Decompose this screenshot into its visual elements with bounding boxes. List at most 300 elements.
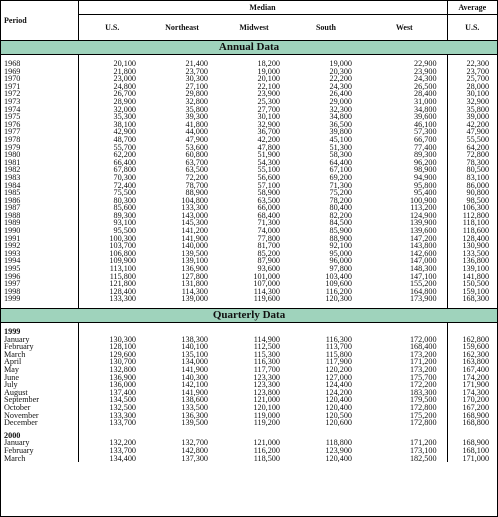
row-value: 67,800 <box>113 165 136 175</box>
row-value: 128,400 <box>109 286 136 296</box>
row-value: 51,900 <box>257 150 280 160</box>
row-value: 124,400 <box>325 380 352 390</box>
row-value: 35,800 <box>466 104 490 114</box>
row-value: 30,300 <box>185 74 208 84</box>
row-value: 55,700 <box>113 142 136 152</box>
row-period: 1978 <box>1 136 78 144</box>
row-value: 109,900 <box>109 256 136 266</box>
row-value: 62,200 <box>113 150 136 160</box>
row-value: 101,000 <box>253 271 280 281</box>
row-value: 115,300 <box>253 349 280 359</box>
row-period: 1985 <box>1 189 78 197</box>
row-value: 170,200 <box>462 395 490 405</box>
row-value: 159,100 <box>462 286 490 296</box>
row-value: 20,100 <box>257 74 280 84</box>
section-title-quarterly: Quarterly Data <box>1 309 497 323</box>
row-value: 114,900 <box>253 334 280 344</box>
row-value: 21,800 <box>113 66 136 76</box>
row-period: 1971 <box>1 83 78 91</box>
row-value: 82,200 <box>329 210 352 220</box>
row-period: November <box>1 412 78 420</box>
row-period: 1969 <box>1 68 78 76</box>
row-value: 121,000 <box>253 395 280 405</box>
row-value: 172,000 <box>362 336 447 344</box>
row-value: 141,900 <box>181 364 208 374</box>
row-value: 36,700 <box>257 127 280 137</box>
row-value: 28,400 <box>362 90 447 98</box>
row-value: 104,800 <box>181 195 208 205</box>
row-value: 138,600 <box>181 395 208 405</box>
row-value: 51,300 <box>329 142 352 152</box>
table-row <box>1 295 497 303</box>
row-value: 66,400 <box>113 157 136 167</box>
row-value: 119,200 <box>253 418 280 428</box>
row-value: 96,200 <box>362 159 447 167</box>
col-header-south: South <box>315 22 336 32</box>
row-value: 183,300 <box>362 389 447 397</box>
home-price-table <box>1 1 497 462</box>
row-value: 141,200 <box>181 226 208 236</box>
row-value: 142,800 <box>181 445 208 455</box>
row-value: 131,800 <box>181 279 208 289</box>
row-value: 168,400 <box>362 343 447 351</box>
row-value: 32,300 <box>329 104 352 114</box>
row-value: 69,200 <box>329 172 352 182</box>
row-period: September <box>1 396 78 404</box>
row-value: 60,800 <box>185 150 208 160</box>
row-period: 1993 <box>1 250 78 258</box>
table-body <box>1 41 497 463</box>
row-value: 162,300 <box>462 349 490 359</box>
row-value: 89,300 <box>362 151 447 159</box>
row-value: 116,200 <box>253 445 280 455</box>
row-value: 78,200 <box>329 195 352 205</box>
row-value: 78,300 <box>466 157 490 167</box>
col-header-average-us: U.S. <box>465 22 480 32</box>
row-value: 173,200 <box>362 366 447 374</box>
row-value: 81,700 <box>257 241 280 251</box>
row-period: February <box>1 447 78 455</box>
row-value: 88,900 <box>329 233 352 243</box>
row-value: 46,100 <box>362 121 447 129</box>
row-value: 25,700 <box>466 74 490 84</box>
row-value: 57,300 <box>362 128 447 136</box>
row-value: 24,300 <box>362 75 447 83</box>
row-period: 1991 <box>1 235 78 243</box>
row-value: 74,000 <box>257 226 280 236</box>
row-value: 113,200 <box>362 204 447 212</box>
row-value: 107,000 <box>253 279 280 289</box>
row-value: 147,200 <box>362 235 447 243</box>
row-value: 34,800 <box>329 112 352 122</box>
row-value: 18,200 <box>257 59 280 68</box>
row-value: 100,900 <box>362 197 447 205</box>
col-header-us: U.S. <box>105 22 120 32</box>
row-value: 22,200 <box>329 74 352 84</box>
row-value: 42,900 <box>113 127 136 137</box>
row-value: 141,900 <box>181 387 208 397</box>
row-value: 41,800 <box>185 119 208 129</box>
row-value: 68,400 <box>257 210 280 220</box>
row-period: January <box>1 439 78 447</box>
row-value: 171,000 <box>462 453 490 463</box>
row-value: 143,000 <box>181 210 208 220</box>
row-value: 23,000 <box>113 74 136 84</box>
row-value: 64,200 <box>466 142 490 152</box>
row-value: 92,100 <box>329 241 352 251</box>
row-value: 66,000 <box>257 203 280 213</box>
row-value: 95,500 <box>113 226 136 236</box>
row-value: 139,600 <box>362 227 447 235</box>
row-value: 117,900 <box>325 357 352 367</box>
row-value: 114,300 <box>181 286 208 296</box>
row-period: 1973 <box>1 98 78 106</box>
row-value: 103,400 <box>325 271 352 281</box>
row-value: 34,800 <box>362 106 447 114</box>
row-value: 139,100 <box>181 256 208 266</box>
row-value: 140,100 <box>181 342 208 352</box>
row-value: 98,900 <box>362 166 447 174</box>
row-value: 141,900 <box>181 233 208 243</box>
row-value: 47,900 <box>466 127 490 137</box>
row-value: 159,600 <box>462 342 490 352</box>
row-value: 71,300 <box>257 218 280 228</box>
row-value: 120,300 <box>325 294 352 304</box>
row-value: 118,100 <box>462 218 490 228</box>
row-value: 175,200 <box>362 412 447 420</box>
row-period: October <box>1 404 78 412</box>
row-value: 86,000 <box>466 180 490 190</box>
row-value: 66,700 <box>362 136 447 144</box>
row-value: 120,500 <box>325 410 352 420</box>
row-value: 117,700 <box>253 364 280 374</box>
row-period: 1976 <box>1 121 78 129</box>
row-value: 147,100 <box>362 273 447 281</box>
row-value: 103,700 <box>109 241 136 251</box>
row-value: 136,300 <box>181 410 208 420</box>
row-value: 168,300 <box>462 294 490 304</box>
row-value: 88,900 <box>185 188 208 198</box>
row-value: 44,000 <box>185 127 208 137</box>
row-value: 39,600 <box>362 113 447 121</box>
row-value: 145,300 <box>181 218 208 228</box>
row-value: 128,400 <box>462 233 490 243</box>
row-value: 172,800 <box>362 404 447 412</box>
row-value: 55,500 <box>466 134 490 144</box>
row-value: 139,500 <box>181 248 208 258</box>
row-value: 36,500 <box>329 119 352 129</box>
row-value: 132,800 <box>109 364 136 374</box>
row-value: 39,300 <box>185 112 208 122</box>
row-period: 1998 <box>1 288 78 296</box>
row-value: 140,000 <box>181 241 208 251</box>
table-row <box>1 455 497 463</box>
row-value: 29,800 <box>185 89 208 99</box>
row-value: 173,100 <box>362 447 447 455</box>
row-value: 137,400 <box>109 387 136 397</box>
row-value: 70,300 <box>113 172 136 182</box>
row-value: 148,300 <box>362 265 447 273</box>
row-value: 20,300 <box>329 66 352 76</box>
row-period: 1968 <box>1 60 78 68</box>
row-value: 58,300 <box>329 150 352 160</box>
row-value: 20,100 <box>113 59 136 68</box>
row-period: 1992 <box>1 242 78 250</box>
row-period: 1984 <box>1 182 78 190</box>
row-period: March <box>1 351 78 359</box>
row-value: 130,700 <box>109 357 136 367</box>
row-period: 1987 <box>1 204 78 212</box>
row-value: 71,300 <box>329 180 352 190</box>
row-value: 55,100 <box>257 165 280 175</box>
row-value: 22,100 <box>257 81 280 91</box>
year-label: 1999 <box>1 328 78 336</box>
row-value: 130,900 <box>462 241 490 251</box>
row-value: 48,700 <box>113 134 136 144</box>
row-value: 130,300 <box>109 334 136 344</box>
row-value: 23,900 <box>257 89 280 99</box>
row-value: 95,000 <box>329 248 352 258</box>
row-value: 114,300 <box>253 286 280 296</box>
col-header-west: West <box>362 15 447 41</box>
row-value: 89,300 <box>113 210 136 220</box>
row-value: 64,400 <box>329 157 352 167</box>
row-value: 139,900 <box>362 219 447 227</box>
row-value: 42,200 <box>257 134 280 144</box>
row-value: 97,800 <box>329 264 352 274</box>
row-value: 19,000 <box>257 66 280 76</box>
row-value: 173,900 <box>362 295 447 303</box>
period-header: Period <box>1 1 78 41</box>
row-value: 58,900 <box>257 188 280 198</box>
row-value: 134,000 <box>181 357 208 367</box>
row-value: 75,200 <box>329 188 352 198</box>
row-value: 100,300 <box>109 233 136 243</box>
row-value: 136,900 <box>181 264 208 274</box>
row-value: 133,700 <box>109 445 136 455</box>
row-value: 123,900 <box>325 445 352 455</box>
row-period: June <box>1 374 78 382</box>
row-value: 63,500 <box>257 195 280 205</box>
row-value: 87,900 <box>257 256 280 266</box>
row-value: 85,600 <box>113 203 136 213</box>
row-value: 28,900 <box>113 96 136 106</box>
row-value: 175,700 <box>362 374 447 382</box>
row-period: 1996 <box>1 273 78 281</box>
row-value: 115,800 <box>325 349 352 359</box>
row-period: 1986 <box>1 197 78 205</box>
row-value: 173,200 <box>362 351 447 359</box>
row-value: 127,000 <box>325 372 352 382</box>
row-value: 123,300 <box>253 380 280 390</box>
row-value: 174,300 <box>462 387 490 397</box>
year-label: 2000 <box>1 432 78 440</box>
row-period: 1980 <box>1 151 78 159</box>
row-value: 77,400 <box>362 144 447 152</box>
row-value: 168,900 <box>462 410 490 420</box>
row-value: 137,300 <box>181 453 208 463</box>
row-period: 1999 <box>1 295 78 303</box>
row-value: 116,300 <box>253 357 280 367</box>
row-value: 168,800 <box>462 418 490 428</box>
row-value: 53,600 <box>185 142 208 152</box>
row-period: 1994 <box>1 257 78 265</box>
row-value: 32,800 <box>185 96 208 106</box>
row-value: 31,000 <box>362 98 447 106</box>
row-value: 93,600 <box>257 264 280 274</box>
row-value: 120,200 <box>325 364 352 374</box>
row-value: 150,500 <box>462 279 490 289</box>
row-value: 23,700 <box>466 66 490 76</box>
row-value: 113,100 <box>109 264 136 274</box>
row-value: 133,500 <box>462 248 490 258</box>
row-value: 168,100 <box>462 445 490 455</box>
row-value: 136,800 <box>462 256 490 266</box>
row-period: 1981 <box>1 159 78 167</box>
row-value: 47,900 <box>185 134 208 144</box>
row-period: 1990 <box>1 227 78 235</box>
row-value: 21,400 <box>185 59 208 68</box>
row-value: 24,300 <box>329 81 352 91</box>
row-value: 118,500 <box>253 453 280 463</box>
row-value: 98,500 <box>466 195 490 205</box>
col-header-midwest: Midwest <box>239 22 269 32</box>
row-value: 28,000 <box>466 81 490 91</box>
row-value: 94,900 <box>362 174 447 182</box>
row-value: 133,300 <box>109 410 136 420</box>
row-value: 95,400 <box>362 189 447 197</box>
row-value: 123,800 <box>253 387 280 397</box>
row-value: 141,800 <box>462 271 490 281</box>
row-period: 1988 <box>1 212 78 220</box>
row-value: 35,300 <box>113 112 136 122</box>
row-value: 116,300 <box>325 334 352 344</box>
row-value: 19,000 <box>329 59 352 68</box>
row-value: 121,000 <box>253 438 280 448</box>
row-value: 32,900 <box>257 119 280 129</box>
row-value: 168,900 <box>462 438 490 448</box>
row-value: 132,700 <box>181 438 208 448</box>
row-value: 113,700 <box>325 342 352 352</box>
row-value: 167,400 <box>462 364 490 374</box>
row-period: March <box>1 455 78 463</box>
row-value: 45,100 <box>329 134 352 144</box>
row-value: 85,900 <box>329 226 352 236</box>
row-value: 138,300 <box>181 334 208 344</box>
row-value: 54,300 <box>257 157 280 167</box>
row-value: 22,900 <box>362 60 447 68</box>
row-value: 182,500 <box>362 455 447 463</box>
row-value: 112,500 <box>253 342 280 352</box>
row-value: 39,800 <box>329 127 352 137</box>
row-value: 164,800 <box>362 288 447 296</box>
row-value: 47,800 <box>257 142 280 152</box>
row-value: 109,600 <box>325 279 352 289</box>
row-value: 172,800 <box>362 419 447 427</box>
row-value: 162,800 <box>462 334 490 344</box>
row-value: 23,700 <box>185 66 208 76</box>
row-period: 1983 <box>1 174 78 182</box>
row-value: 75,500 <box>113 188 136 198</box>
row-value: 77,800 <box>257 233 280 243</box>
row-value: 30,100 <box>257 112 280 122</box>
row-value: 96,000 <box>329 256 352 266</box>
row-value: 72,800 <box>466 150 490 160</box>
row-value: 26,700 <box>113 89 136 99</box>
row-value: 134,500 <box>109 395 136 405</box>
table-row <box>1 419 497 427</box>
row-period: May <box>1 366 78 374</box>
row-value: 80,300 <box>113 195 136 205</box>
row-value: 32,900 <box>466 96 490 106</box>
col-header-northeast: Northeast <box>165 22 199 32</box>
row-period: February <box>1 343 78 351</box>
row-value: 128,100 <box>109 342 136 352</box>
row-period: 1979 <box>1 144 78 152</box>
row-value: 135,100 <box>181 349 208 359</box>
row-period: 1975 <box>1 113 78 121</box>
row-value: 133,500 <box>181 402 208 412</box>
row-period: 1982 <box>1 166 78 174</box>
row-value: 129,600 <box>109 349 136 359</box>
row-value: 132,200 <box>109 438 136 448</box>
row-value: 85,200 <box>257 248 280 258</box>
row-value: 139,100 <box>462 264 490 274</box>
row-value: 127,800 <box>181 271 208 281</box>
row-value: 35,800 <box>185 104 208 114</box>
row-value: 133,700 <box>109 418 136 428</box>
row-value: 57,100 <box>257 180 280 190</box>
row-period: July <box>1 381 78 389</box>
row-value: 106,300 <box>462 203 490 213</box>
row-value: 112,800 <box>462 210 490 220</box>
row-period: 1989 <box>1 219 78 227</box>
row-value: 179,500 <box>362 396 447 404</box>
row-value: 120,400 <box>325 395 352 405</box>
row-value: 29,000 <box>329 96 352 106</box>
row-value: 167,200 <box>462 402 490 412</box>
row-value: 63,500 <box>185 165 208 175</box>
median-header: Median <box>78 1 447 15</box>
row-value: 140,300 <box>181 372 208 382</box>
row-value: 22,300 <box>466 59 490 68</box>
row-value: 171,900 <box>462 380 490 390</box>
row-value: 133,300 <box>109 294 136 304</box>
row-value: 132,500 <box>109 402 136 412</box>
row-value: 155,200 <box>362 280 447 288</box>
row-value: 171,200 <box>362 439 447 447</box>
row-value: 72,400 <box>113 180 136 190</box>
row-period: 1997 <box>1 280 78 288</box>
row-period: 1995 <box>1 265 78 273</box>
row-value: 83,100 <box>466 172 490 182</box>
row-value: 115,800 <box>109 271 136 281</box>
row-value: 27,700 <box>257 104 280 114</box>
row-value: 172,200 <box>362 381 447 389</box>
row-value: 119,000 <box>253 410 280 420</box>
row-value: 90,800 <box>466 188 490 198</box>
row-value: 72,200 <box>185 172 208 182</box>
row-value: 67,100 <box>329 165 352 175</box>
row-value: 25,300 <box>257 96 280 106</box>
row-value: 78,700 <box>185 180 208 190</box>
row-value: 174,200 <box>462 372 490 382</box>
row-value: 106,800 <box>109 248 136 258</box>
row-period: December <box>1 419 78 427</box>
row-value: 120,100 <box>253 402 280 412</box>
row-value: 116,200 <box>325 286 352 296</box>
row-period: 1977 <box>1 128 78 136</box>
